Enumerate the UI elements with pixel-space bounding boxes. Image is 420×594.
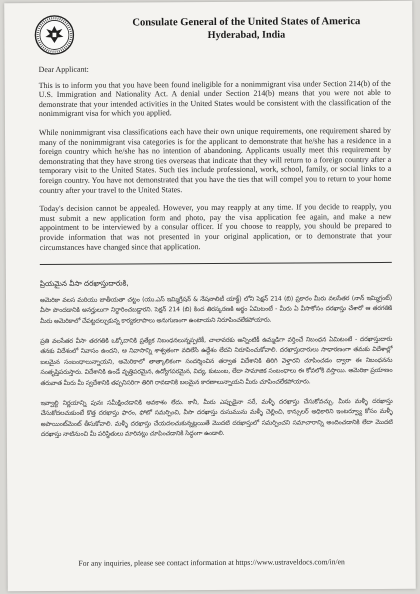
letter-body <box>39 63 393 451</box>
telugu-paragraph-2: ప్రతి వలసేతర వీసా తరగతికి ఒక్కోదానికి ప్రత్యేక నిబంధనలున్నప్పటికీ, చాలావరకు అన్నింటికీ ఉమ్మడిగా వర్తించే నిబంధన ఏమిటంటే - దరఖాస్తుదారు తనకు విదేశంలో నివాసం ఉందని, ఆ నివాసాన్ని శాశ్వతంగా వదిలేసే ఉద్దేశం లేదని నిరూపించుకోవాలి. దరఖాస్తుదారులు సాధారణంగా తమకు విదేశాల్లో బలమైన సంబంధాలున్నాయని, అమెరికాలో తాత్కాలికంగా సందర్శించిన తర్వాత విదేశానికి తిరిగి వెళ్తారని చూపించడం ద్వారా ఈ నిబంధనను సంతృప్తిపరుస్తారు. విదేశానికి ఉండే వృత్తిపరమైన, ఉద్యోగపరమైన, విద్య, కుటుంబ, లేదా సామాజిక సంబంధాలు ఈ కోవలోకి వస్తాయి. అమెరికా ప్రయాణం తరువాత మీరు మీ స్వదేశానికి తప్పనిసరిగా తిరిగి రావడానికి బలమైన కారణాలున్నాయని మీరు చూపించలేకపోయారు. <box>40 335 393 387</box>
section-divider <box>40 262 392 265</box>
letterhead <box>96 15 396 43</box>
english-paragraph-2: While nonimmigrant visa classifications each have their own unique requirements, one requirement shared by many of the nonimmigrant visa categories is for the applicant to demonstrate that he/she has a residence in a foreign country which he/she has no intention of abandoning. Applicants usually meet this requirement by demonstrating that they have strong ties overseas that indicate that they will return to a foreign country after a temporary visit to the United States. Such ties include professional, work, school, family, or social links to a foreign country. You have not demonstrated that you have the ties that will compel you to return to your home country after your travel to the United States. <box>38 125 392 195</box>
telugu-paragraph-1: అమెరికా వలస మరియు జాతీయతా చట్టం (యు.ఎస్ ఇమ్మిగ్రేషన్ & నేషనాలిటీ యాక్ట్) లోని సెక్షన్ 214 (బి) ప్రకారం మీరు వలసేతర (నాన్ ఇమ్మిగ్రంట్) వీసా పొందడానికి అనర్హులుగా నిర్ధారించబడ్డారని. సెక్షన్ 214 (బి) కింద తిరస్కరణకి అర్థం ఏమిటంటే - మీరు ఏ వీసాకోసం దరఖాస్తు చేశారో ఆ తరగతికి మీరు అమెరికాలో చేపట్టదల్చుకున్న కార్యకలాపాలు అనుగుణంగా ఉంటాయని నిరూపించలేకపోయారు. <box>40 294 393 325</box>
telugu-paragraph-3: ఇవ్వాల్టి నిర్ణయాన్ని పునః సమీక్షించడానికి అవకాశం లేదు. కానీ, మీరు ఎప్పుడైనా సరే, మళ్ళీ దరఖాస్తు చేసుకోవచ్చు. మీరు మళ్ళీ దరఖాస్తు చేసుకోదలచుకుంటే కొత్త దరఖాస్తు ఫారం, ఫోటో సమర్పించి, వీసా దరఖాస్తు రుసుమును మళ్ళీ చెల్లించి, కాన్సులర్ అధికారిని ఇంటర్వ్యూ కోసం మళ్ళీ అపాయింట్‌మెంట్ తీసుకోవాలి. మళ్ళీ దరఖాస్తు చేయదలచుకున్నట్లయితే మొదటి దరఖాస్తులో సమర్పించని సమాచారాన్ని అందించడానికి లేదా మొదటి దరఖాస్తు నాటినుంచి మీ పరిస్థితులు మారినట్లు చూపించడానికి సిద్ధంగా ఉండాలి. <box>40 397 393 439</box>
consulate-city: Hyderabad, India <box>207 29 286 42</box>
english-paragraph-1: This is to inform you that you have been found ineligible for a nonimmigrant visa under Section 214(b) of the U.S. Immigration and Nationality Act. A denial under Section 214(b) means that you were not able to demonstrate that your intended activities in the United States would be consistent with the classification of the nonimmigrant visa for which you applied. <box>38 78 391 119</box>
english-salutation: Dear Applicant: <box>38 64 89 75</box>
footer-contact: For any inquiries, please see contact information at https://www.ustraveldocs.com/in/en <box>78 557 345 568</box>
telugu-salutation: ప్రియమైన వీసా దరఖాస్తుదారుకి, <box>39 278 129 289</box>
consulate-seal-icon <box>34 15 74 55</box>
letter-page <box>4 1 416 591</box>
consulate-name: Consulate General of the United States of America <box>132 16 361 29</box>
english-paragraph-3: Today's decision cannot be appealed. However, you may reapply at any time. If you decide to reapply, you must submit a new application form and photo, pay the visa application fee again, and make a new appointment to be interviewed by a consular officer. If you choose to reapply, you should be prepared to provide information that was not presented in your original application, or to demonstrate that your circumstances have changed since that application. <box>39 202 392 252</box>
